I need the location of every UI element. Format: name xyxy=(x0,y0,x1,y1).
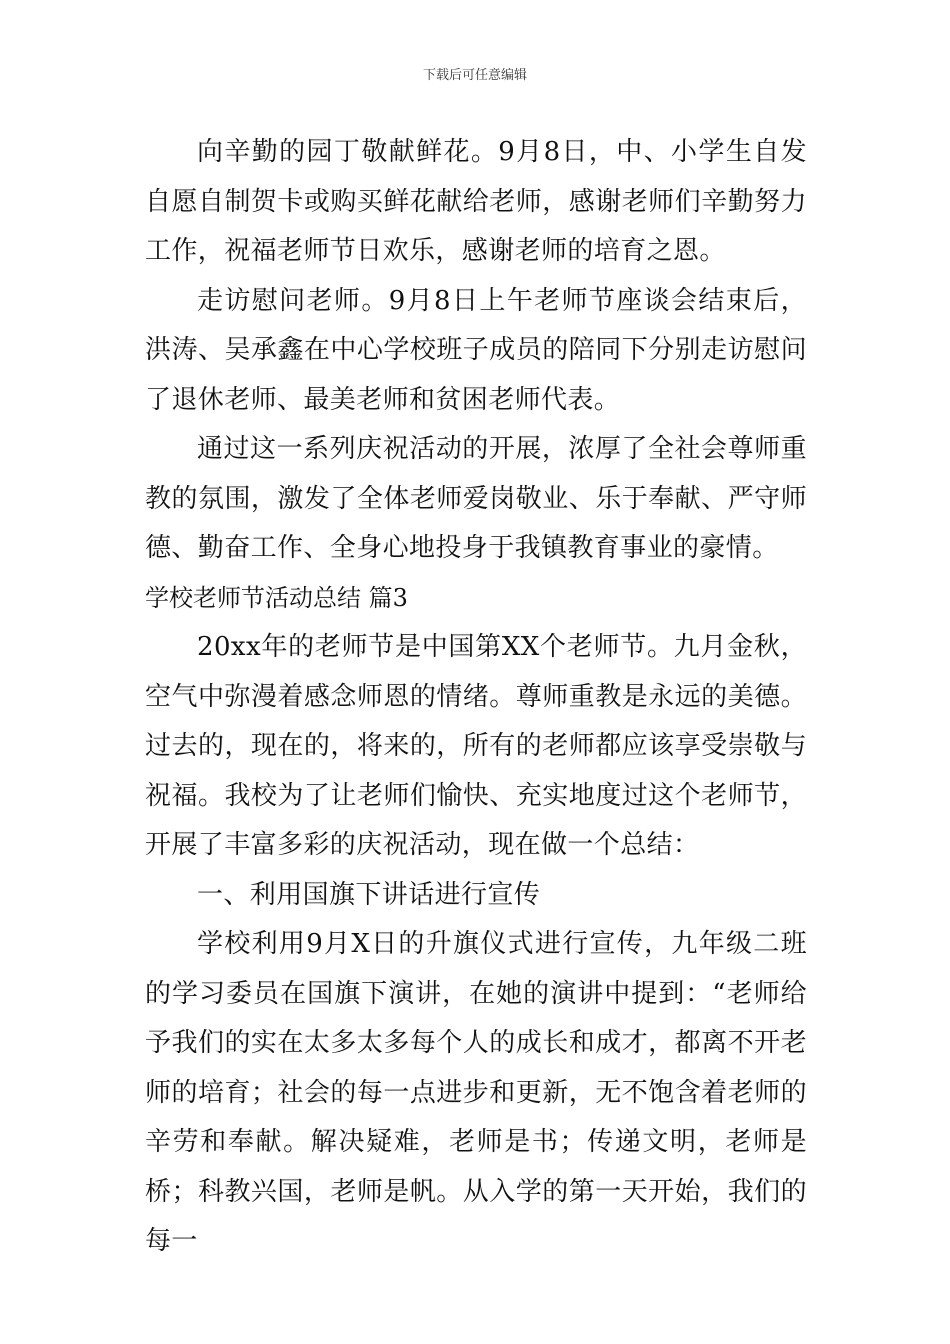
paragraph-flag-speech: 学校利用9月X日的升旗仪式进行宣传，九年级二班的学习委员在国旗下演讲，在她的演讲中提到：“老师给予我们的实在太多太多每个人的成长和成才，都离不开老师的培育；社会的每一点进步和更新，无不饱含着老师的辛劳和奉献。解决疑难，老师是书；传递文明，老师是桥；科教兴国，老师是帆。从入学的第一天开始，我们的每一 xyxy=(145,929,807,1256)
paragraph-intro: 20xx年的老师节是中国第XX个老师节。九月金秋，空气中弥漫着感念师恩的情绪。尊师重教是永远的美德。过去的，现在的，将来的，所有的老师都应该享受崇敬与祝福。我校为了让老师们愉快、充实地度过这个老师节，开展了丰富多彩的庆祝活动，现在做一个总结： xyxy=(145,632,807,860)
document-body xyxy=(145,128,807,1267)
paragraph-summary: 通过这一系列庆祝活动的开展，浓厚了全社会尊师重教的氛围，激发了全体老师爱岗敬业、乐于奉献、严守师德、勤奋工作、全身心地投身于我镇教育事业的豪情。 xyxy=(145,434,807,563)
paragraph-flowers: 向辛勤的园丁敬献鲜花。9月8日，中、小学生自发自愿自制贺卡或购买鲜花献给老师，感谢老师们辛勤努力工作，祝福老师节日欢乐，感谢老师的培育之恩。 xyxy=(145,137,807,266)
paragraph-visits: 走访慰问老师。9月8日上午老师节座谈会结束后，洪涛、吴承鑫在中心学校班子成员的陪同下分别走访慰问了退休老师、最美老师和贫困老师代表。 xyxy=(145,285,807,415)
page-header-note: 下载后可任意编辑 xyxy=(422,68,527,83)
subheading-flag-speech: 一、利用国旗下讲话进行宣传 xyxy=(197,879,541,910)
section-title: 学校老师节活动总结 篇3 xyxy=(145,583,408,612)
